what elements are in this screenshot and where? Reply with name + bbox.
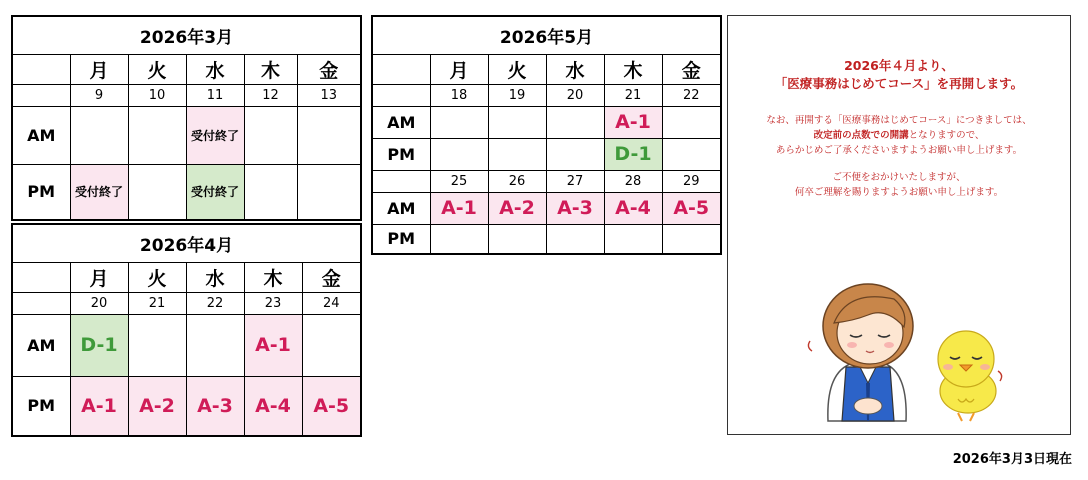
date-cell: 27: [546, 170, 604, 192]
am-session-cell: A-2: [488, 192, 546, 224]
am-cell: [128, 314, 186, 376]
am-cell: [662, 106, 721, 138]
am-label: AM: [12, 314, 70, 376]
pm-cell: [297, 164, 361, 220]
date-cell: 24: [302, 292, 361, 314]
weekday-mon: 月: [70, 54, 128, 84]
bowing-staff-and-chick-illustration: [798, 271, 1028, 431]
date-row-label: [12, 84, 70, 106]
weekday-fri: 金: [662, 54, 721, 84]
weekday-mon: 月: [70, 262, 128, 292]
am-cell: [430, 106, 488, 138]
am-cell: [488, 106, 546, 138]
bowing-woman-icon: [808, 284, 913, 421]
calendar-march-2026: [11, 15, 362, 221]
date-cell: 22: [662, 84, 721, 106]
pm-cell: [488, 224, 546, 254]
date-cell: 29: [662, 170, 721, 192]
notice-body-line1: なお、再開する「医療事務はじめてコース」につきましては、: [766, 115, 1032, 126]
chick-icon: [938, 331, 1002, 421]
pm-cell: [546, 138, 604, 170]
pm-label: PM: [372, 224, 430, 254]
weekday-fri: 金: [302, 262, 361, 292]
am-cell: [128, 106, 186, 164]
am-cell: [546, 106, 604, 138]
date-cell: 9: [70, 84, 128, 106]
notice-emphasis: 改定前の点数での開講: [813, 130, 909, 141]
pm-cell: [662, 138, 721, 170]
weekday-wed: 水: [186, 262, 244, 292]
corner-cell: [372, 54, 430, 84]
weekday-fri: 金: [297, 54, 361, 84]
date-row-label: [372, 84, 430, 106]
date-cell: 13: [297, 84, 361, 106]
date-cell: 21: [604, 84, 662, 106]
notice-body-line2-rest: となりますので、: [908, 130, 985, 141]
weekday-tue: 火: [488, 54, 546, 84]
notice-body-line2: [728, 127, 1070, 141]
pm-cell-closed: 受付終了: [186, 164, 244, 220]
pm-session-cell: D-1: [604, 138, 662, 170]
date-cell: 28: [604, 170, 662, 192]
date-cell: 26: [488, 170, 546, 192]
am-session-cell: A-3: [546, 192, 604, 224]
calendar-april-2026: [11, 223, 362, 437]
date-cell: 11: [186, 84, 244, 106]
am-cell: [302, 314, 361, 376]
weekday-mon: 月: [430, 54, 488, 84]
month-title: 2026年4月: [12, 224, 361, 262]
pm-label: PM: [12, 376, 70, 436]
date-cell: 19: [488, 84, 546, 106]
weekday-thu: 木: [244, 54, 297, 84]
am-cell: [244, 106, 297, 164]
month-title: 2026年3月: [12, 16, 361, 54]
date-cell: 20: [546, 84, 604, 106]
pm-cell: [128, 164, 186, 220]
pm-cell: [662, 224, 721, 254]
notice-headline-line1: 2026年４月より、: [844, 58, 954, 73]
am-session-cell: A-4: [604, 192, 662, 224]
date-cell: 12: [244, 84, 297, 106]
am-cell: [186, 314, 244, 376]
pm-session-cell: A-5: [302, 376, 361, 436]
pm-cell: [244, 164, 297, 220]
pm-session-cell: A-1: [70, 376, 128, 436]
date-cell: 23: [244, 292, 302, 314]
corner-cell: [12, 54, 70, 84]
weekday-thu: 木: [604, 54, 662, 84]
date-cell: 22: [186, 292, 244, 314]
am-session-cell: A-5: [662, 192, 721, 224]
am-cell: [70, 106, 128, 164]
am-label: AM: [372, 192, 430, 224]
date-cell: 20: [70, 292, 128, 314]
date-row-label: [12, 292, 70, 314]
am-label: AM: [372, 106, 430, 138]
pm-cell: [430, 138, 488, 170]
date-row-label: [372, 170, 430, 192]
pm-label: PM: [12, 164, 70, 220]
notice-body-line5: 何卒ご理解を賜りますようお願い申し上げます。: [794, 187, 1004, 198]
notice-headline-line2: 「医療事務はじめてコース」を再開します。: [774, 76, 1024, 91]
weekday-tue: 火: [128, 262, 186, 292]
date-cell: 10: [128, 84, 186, 106]
pm-cell-closed: 受付終了: [70, 164, 128, 220]
weekday-tue: 火: [128, 54, 186, 84]
as-of-date: 2026年3月3日現在: [952, 452, 1072, 467]
calendar-may-2026: [371, 15, 722, 255]
am-session-cell: A-1: [244, 314, 302, 376]
pm-cell: [488, 138, 546, 170]
pm-session-cell: A-4: [244, 376, 302, 436]
am-cell: [297, 106, 361, 164]
date-cell: 18: [430, 84, 488, 106]
date-cell: 21: [128, 292, 186, 314]
weekday-thu: 木: [244, 262, 302, 292]
date-cell: 25: [430, 170, 488, 192]
notice-body-line3: あらかじめご了承くださいますようお願い申し上げます。: [775, 145, 1023, 156]
pm-session-cell: A-3: [186, 376, 244, 436]
am-label: AM: [12, 106, 70, 164]
am-session-cell: A-1: [430, 192, 488, 224]
notice-body-line4: ご不便をおかけいたしますが、: [832, 172, 966, 183]
corner-cell: [12, 262, 70, 292]
pm-cell: [430, 224, 488, 254]
am-session-cell: A-1: [604, 106, 662, 138]
month-title: 2026年5月: [372, 16, 721, 54]
pm-session-cell: A-2: [128, 376, 186, 436]
pm-label: PM: [372, 138, 430, 170]
am-cell-closed: 受付終了: [186, 106, 244, 164]
weekday-wed: 水: [186, 54, 244, 84]
pm-cell: [604, 224, 662, 254]
pm-cell: [546, 224, 604, 254]
am-session-cell: D-1: [70, 314, 128, 376]
weekday-wed: 水: [546, 54, 604, 84]
notice-panel: [727, 15, 1071, 435]
